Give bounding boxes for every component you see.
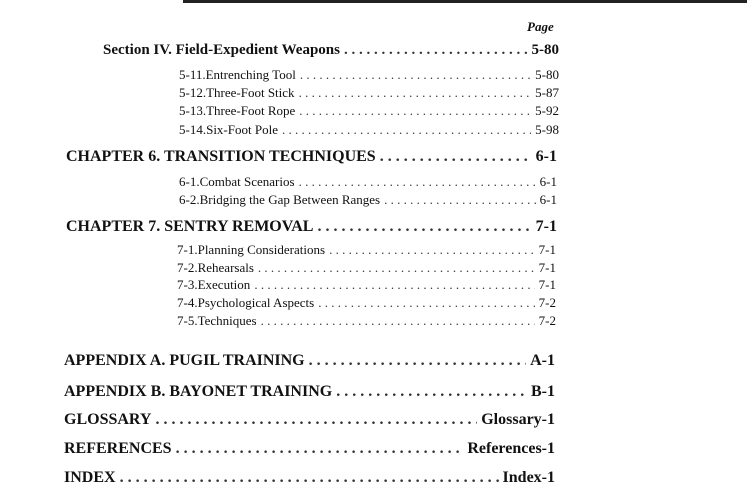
item-page: 6-1: [539, 192, 557, 207]
chapter-page: 7-1: [535, 218, 557, 235]
dot-leader: [380, 148, 532, 166]
appendix-page: A-1: [530, 352, 555, 369]
item-page: 5-87: [535, 85, 559, 100]
item-title: Combat Scenarios: [199, 174, 295, 189]
toc-item-7-1[interactable]: [177, 242, 556, 258]
toc-chapter-7[interactable]: [66, 218, 557, 236]
item-page: 7-1: [538, 242, 556, 257]
item-page: 6-1: [539, 174, 557, 189]
item-number: 7-2.: [177, 260, 198, 275]
index-title: INDEX: [64, 469, 116, 486]
page-column-label: Page: [527, 19, 554, 34]
dot-leader: [176, 440, 464, 458]
dot-leader: [384, 192, 536, 208]
toc-item-5-14[interactable]: [179, 122, 559, 138]
toc-references[interactable]: [64, 440, 555, 458]
item-number: 7-1.: [177, 242, 198, 257]
item-number: 5-14.: [179, 122, 207, 137]
index-page: Index-1: [502, 469, 555, 486]
item-number: 7-5.: [177, 313, 198, 328]
item-page: 7-1: [538, 260, 556, 275]
toc-item-5-11[interactable]: [179, 67, 559, 83]
glossary-page: Glossary-1: [481, 411, 555, 428]
item-number: 6-2.: [179, 192, 200, 207]
toc-glossary[interactable]: [64, 411, 555, 429]
section-title: Section IV. Field-Expedient Weapons: [103, 42, 340, 58]
item-number: 7-4.: [177, 295, 198, 310]
toc-item-7-3[interactable]: [177, 277, 556, 293]
item-title: Psychological Aspects: [197, 295, 315, 310]
dot-leader: [261, 313, 535, 329]
dot-leader: [329, 242, 535, 258]
dot-leader: [299, 103, 531, 119]
toc-item-5-13[interactable]: [179, 103, 559, 119]
toc-item-6-1[interactable]: [179, 174, 557, 190]
toc-item-7-5[interactable]: [177, 313, 556, 329]
item-page: 5-80: [535, 67, 559, 82]
top-rule: [183, 0, 747, 3]
toc-section-iv[interactable]: [103, 42, 559, 59]
dot-leader: [299, 85, 532, 101]
item-number: 5-11.: [179, 67, 206, 82]
item-number: 5-12.: [179, 85, 207, 100]
item-page: 7-2: [538, 295, 556, 310]
appendix-title: APPENDIX A. PUGIL TRAINING: [64, 352, 305, 369]
item-page: 5-92: [535, 103, 559, 118]
dot-leader: [299, 174, 536, 190]
dot-leader: [282, 122, 531, 138]
dot-leader: [344, 42, 528, 59]
toc-index[interactable]: [64, 469, 555, 487]
item-page: 7-2: [538, 313, 556, 328]
item-title: Three-Foot Rope: [206, 103, 296, 118]
item-number: 5-13.: [179, 103, 207, 118]
item-number: 6-1.: [179, 174, 200, 189]
toc-appendix-a[interactable]: [64, 352, 555, 370]
dot-leader: [120, 469, 499, 487]
item-title: Execution: [197, 277, 251, 292]
dot-leader: [155, 411, 477, 429]
item-page: 7-1: [538, 277, 556, 292]
dot-leader: [254, 277, 534, 293]
appendix-title: APPENDIX B. BAYONET TRAINING: [64, 383, 333, 400]
item-title: Rehearsals: [197, 260, 254, 275]
dot-leader: [300, 67, 531, 83]
dot-leader: [258, 260, 535, 276]
toc-item-7-4[interactable]: [177, 295, 556, 311]
dot-leader: [318, 295, 534, 311]
glossary-title: GLOSSARY: [64, 411, 152, 428]
item-title: Entrenching Tool: [205, 67, 296, 82]
toc-item-5-12[interactable]: [179, 85, 559, 101]
chapter-title: CHAPTER 6. TRANSITION TECHNIQUES: [66, 148, 376, 165]
section-page: 5-80: [531, 42, 559, 58]
item-page: 5-98: [535, 122, 559, 137]
item-title: Techniques: [197, 313, 257, 328]
appendix-page: B-1: [531, 383, 555, 400]
item-title: Planning Considerations: [197, 242, 326, 257]
dot-leader: [336, 383, 527, 401]
dot-leader: [309, 352, 526, 370]
item-title: Six-Foot Pole: [206, 122, 278, 137]
chapter-title: CHAPTER 7. SENTRY REMOVAL: [66, 218, 314, 235]
toc-item-6-2[interactable]: [179, 192, 557, 208]
item-number: 7-3.: [177, 277, 198, 292]
references-title: REFERENCES: [64, 440, 172, 457]
toc-item-7-2[interactable]: [177, 260, 556, 276]
toc-appendix-b[interactable]: [64, 383, 555, 401]
toc-chapter-6[interactable]: [66, 148, 557, 166]
dot-leader: [317, 218, 531, 236]
references-page: References-1: [467, 440, 555, 457]
item-title: Bridging the Gap Between Ranges: [199, 192, 381, 207]
item-title: Three-Foot Stick: [206, 85, 295, 100]
chapter-page: 6-1: [535, 148, 557, 165]
